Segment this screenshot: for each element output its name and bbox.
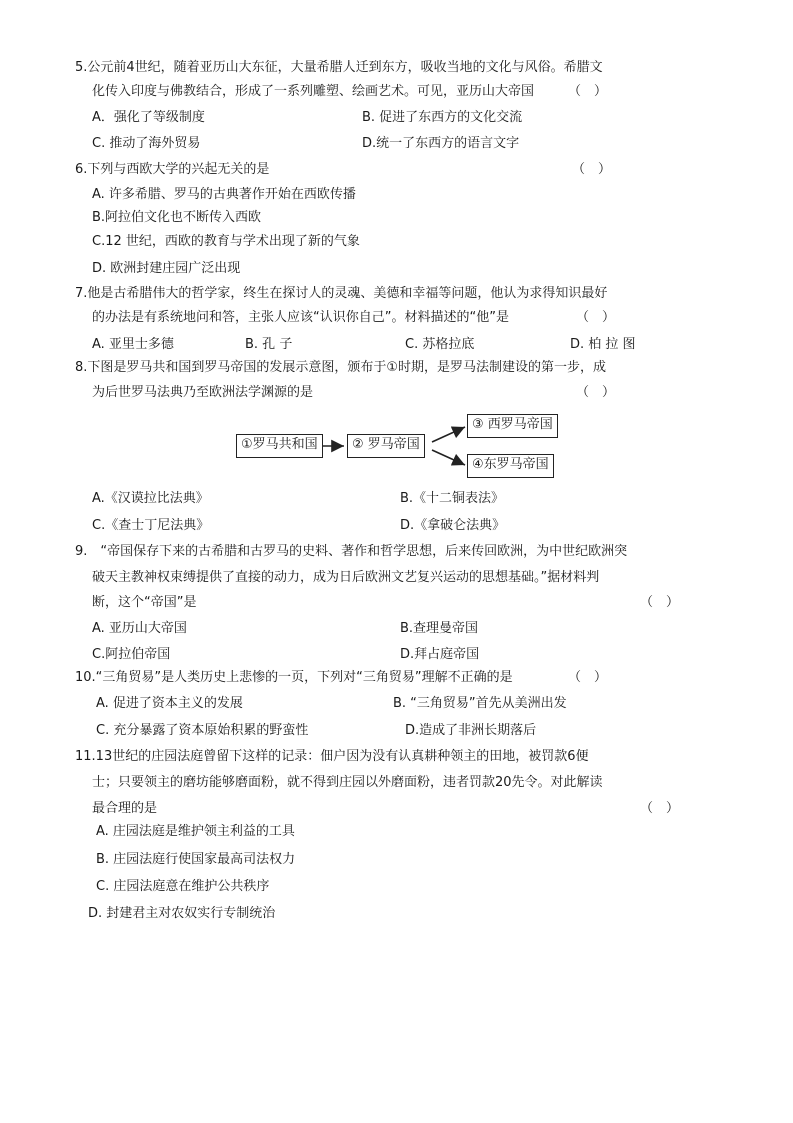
q11-option-c[interactable]: C. 庄园法庭意在维护公共秩序 [96, 879, 270, 894]
q8-option-a[interactable]: A.《汉谟拉比法典》 [92, 491, 209, 506]
diagram-box-roman-empire: ② 罗马帝国 [347, 434, 425, 458]
q6-answer-paren[interactable]: （ ） [572, 162, 612, 177]
q6-stem: 6.下列与西欧大学的兴起无关的是 [75, 162, 270, 177]
q6-option-a[interactable]: A. 许多希腊、罗马的古典著作开始在西欧传播 [92, 187, 356, 202]
q10-stem: 10.“三角贸易”是人类历史上悲惨的一页，下列对“三角贸易”理解不正确的是 [75, 670, 513, 685]
arrow-empire-to-west [432, 427, 465, 442]
q8-stem-line2: 为后世罗马法典乃至欧洲法学渊源的是 [92, 385, 314, 400]
q8-option-d[interactable]: D.《拿破仑法典》 [400, 518, 506, 533]
q6-option-c[interactable]: C.12 世纪，西欧的教育与学术出现了新的气象 [92, 234, 360, 249]
q7-option-a[interactable]: A. 亚里士多德 [92, 337, 174, 352]
q9-option-b[interactable]: B.查理曼帝国 [400, 621, 479, 636]
q11-answer-paren[interactable]: （ ） [640, 801, 680, 816]
q8-option-c[interactable]: C.《查士丁尼法典》 [92, 518, 210, 533]
q9-stem-line1: 9. “帝国保存下来的古希腊和古罗马的史料、著作和哲学思想，后来传回欧洲，为中世纪欧洲突 [75, 544, 628, 559]
diagram-box-eastern-roman-empire: ④东罗马帝国 [467, 454, 554, 478]
q10-option-d[interactable]: D.造成了非洲长期落后 [405, 723, 537, 738]
q11-stem-line1: 11.13世纪的庄园法庭曾留下这样的记录：佃户因为没有认真耕种领主的田地，被罚款6便 [75, 749, 589, 764]
q8-answer-paren[interactable]: （ ） [576, 385, 616, 400]
q11-stem-line2: 士；只要领主的磨坊能够磨面粉，就不得到庄园以外磨面粉，违者罚款20先令。对此解读 [92, 775, 603, 790]
q5-option-c[interactable]: C. 推动了海外贸易 [92, 136, 201, 151]
q10-option-c[interactable]: C. 充分暴露了资本原始积累的野蛮性 [96, 723, 309, 738]
q8-option-b[interactable]: B.《十二铜表法》 [400, 491, 505, 506]
q7-option-c[interactable]: C. 苏格拉底 [405, 337, 475, 352]
q9-stem-line3: 断，这个“帝国”是 [92, 595, 197, 610]
q9-option-a[interactable]: A. 亚历山大帝国 [92, 621, 187, 636]
q11-stem-line3: 最合理的是 [92, 801, 158, 816]
q8-stem-line1: 8.下图是罗马共和国到罗马帝国的发展示意图，颁布于①时期，是罗马法制建设的第一步，成 [75, 360, 607, 375]
q10-answer-paren[interactable]: （ ） [568, 670, 608, 685]
q6-option-d[interactable]: D. 欧洲封建庄园广泛出现 [92, 261, 241, 276]
q5-answer-paren[interactable]: （ ） [568, 84, 608, 99]
q5-stem-line1: 5.公元前4世纪，随着亚历山大东征，大量希腊人迁到东方，吸收当地的文化与风俗。希腊文 [75, 60, 603, 75]
q7-stem-line2: 的办法是有系统地问和答，主张人应该“认识你自己”。材料描述的“他”是 [92, 310, 509, 325]
q5-option-b[interactable]: B. 促进了东西方的文化交流 [362, 110, 523, 125]
q9-option-c[interactable]: C.阿拉伯帝国 [92, 647, 171, 662]
q7-option-d[interactable]: D. 柏 拉 图 [570, 337, 636, 352]
q7-stem-line1: 7.他是古希腊伟大的哲学家，终生在探讨人的灵魂、美德和幸福等问题，他认为求得知识最好 [75, 286, 608, 301]
q6-option-b[interactable]: B.阿拉伯文化也不断传入西欧 [92, 210, 262, 225]
q11-option-d[interactable]: D. 封建君主对农奴实行专制统治 [88, 906, 276, 921]
q10-option-b[interactable]: B. “三角贸易”首先从美洲出发 [393, 696, 567, 711]
diagram-box-roman-republic: ①罗马共和国 [236, 434, 323, 458]
q9-answer-paren[interactable]: （ ） [640, 595, 680, 610]
arrow-empire-to-east [432, 450, 465, 465]
q11-option-b[interactable]: B. 庄园法庭行使国家最高司法权力 [96, 852, 296, 867]
q7-answer-paren[interactable]: （ ） [576, 310, 616, 325]
q5-stem-line2: 化传入印度与佛教结合，形成了一系列雕塑、绘画艺术。可见，亚历山大帝国 [92, 84, 535, 99]
diagram-box-western-roman-empire: ③ 西罗马帝国 [467, 414, 558, 438]
q7-option-b[interactable]: B. 孔 子 [245, 337, 293, 352]
q11-option-a[interactable]: A. 庄园法庭是维护领主利益的工具 [96, 824, 295, 839]
q5-option-d[interactable]: D.统一了东西方的语言文字 [362, 136, 520, 151]
q9-option-d[interactable]: D.拜占庭帝国 [400, 647, 480, 662]
q9-stem-line2: 破天主教神权束缚提供了直接的动力，成为日后欧洲文艺复兴运动的思想基础。”据材料判 [92, 570, 600, 585]
q5-option-a[interactable]: A．强化了等级制度 [92, 110, 205, 125]
q10-option-a[interactable]: A. 促进了资本主义的发展 [96, 696, 243, 711]
